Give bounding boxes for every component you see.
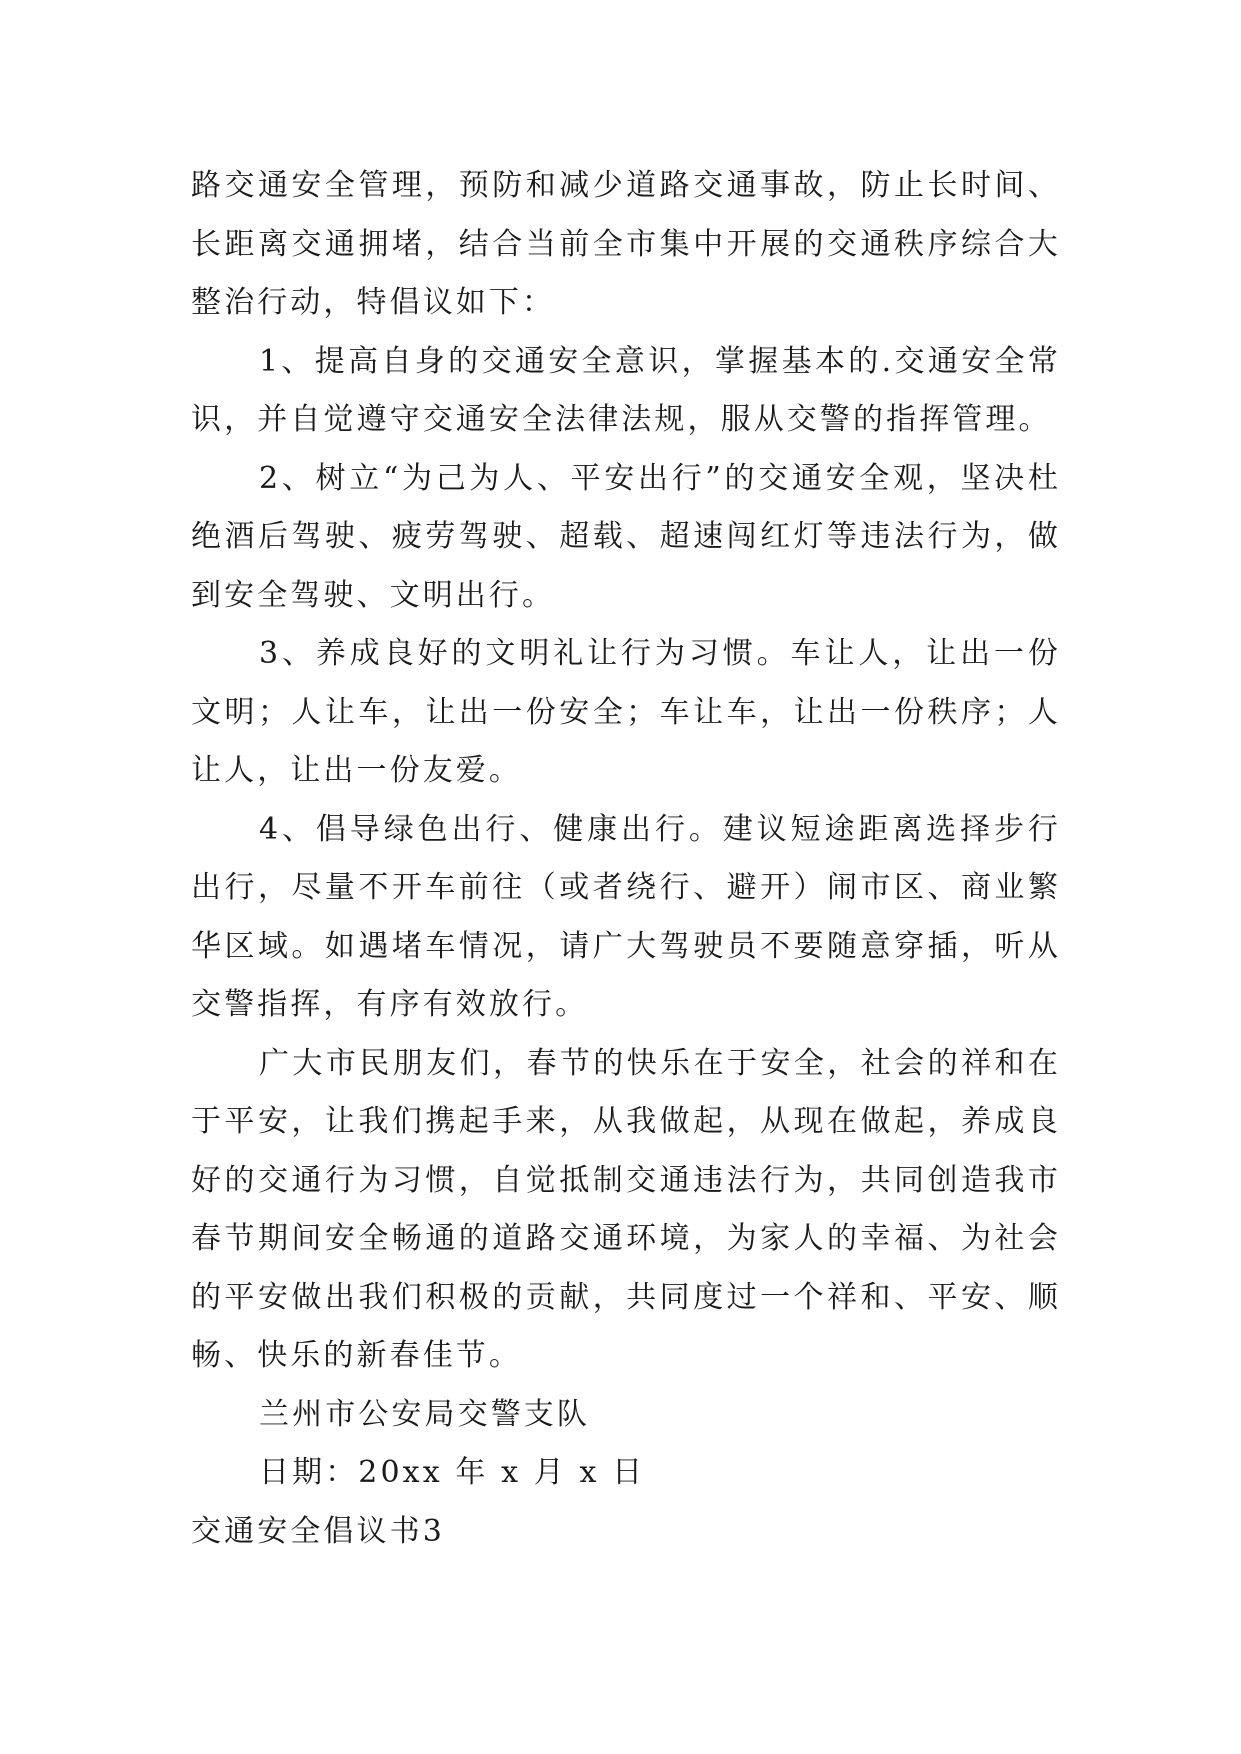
paragraph-item-1: 1、提高自身的交通安全意识，掌握基本的.交通安全常识，并自觉遵守交通安全法律法规，服从交警的指挥管理。 (191, 343, 1061, 437)
paragraph-item-4: 4、倡导绿色出行、健康出行。建议短途距离选择步行出行，尽量不开车前往（或者绕行、避开）闹市区、商业繁华区域。如遇堵车情况，请广大驾驶员不要随意穿插，听从交警指挥，有序有效放行。 (191, 811, 1061, 1022)
paragraph-intro-continued: 路交通安全管理，预防和减少道路交通事故，防止长时间、长距离交通拥堵，结合当前全市集中开展的交通秩序综合大整治行动，特倡议如下： (191, 168, 1061, 320)
signature-issuer: 兰州市公安局交警支队 (259, 1396, 590, 1432)
paragraph-item-3: 3、养成良好的文明礼让行为习惯。车让人，让出一份文明；人让车，让出一份安全；车让车，让出一份秩序；人让人，让出一份友爱。 (191, 636, 1061, 788)
document-body (191, 157, 1061, 1561)
next-section-title: 交通安全倡议书3 (191, 1513, 445, 1549)
signature-date: 日期：20xx 年 x 月 x 日 (259, 1455, 646, 1490)
paragraph-item-2: 2、树立“为己为人、平安出行”的交通安全观，坚决杜绝酒后驾驶、疲劳驾驶、超载、超速闯红灯等违法行为，做到安全驾驶、文明出行。 (191, 460, 1061, 613)
paragraph-closing: 广大市民朋友们，春节的快乐在于安全，社会的祥和在于平安，让我们携起手来，从我做起，从现在做起，养成良好的交通行为习惯，自觉抵制交通违法行为，共同创造我市春节期间安全畅通的道路交通环境，为家人的幸福、为社会的平安做出我们积极的贡献，共同度过一个祥和、平安、顺畅、快乐的新春佳节。 (191, 1045, 1061, 1373)
